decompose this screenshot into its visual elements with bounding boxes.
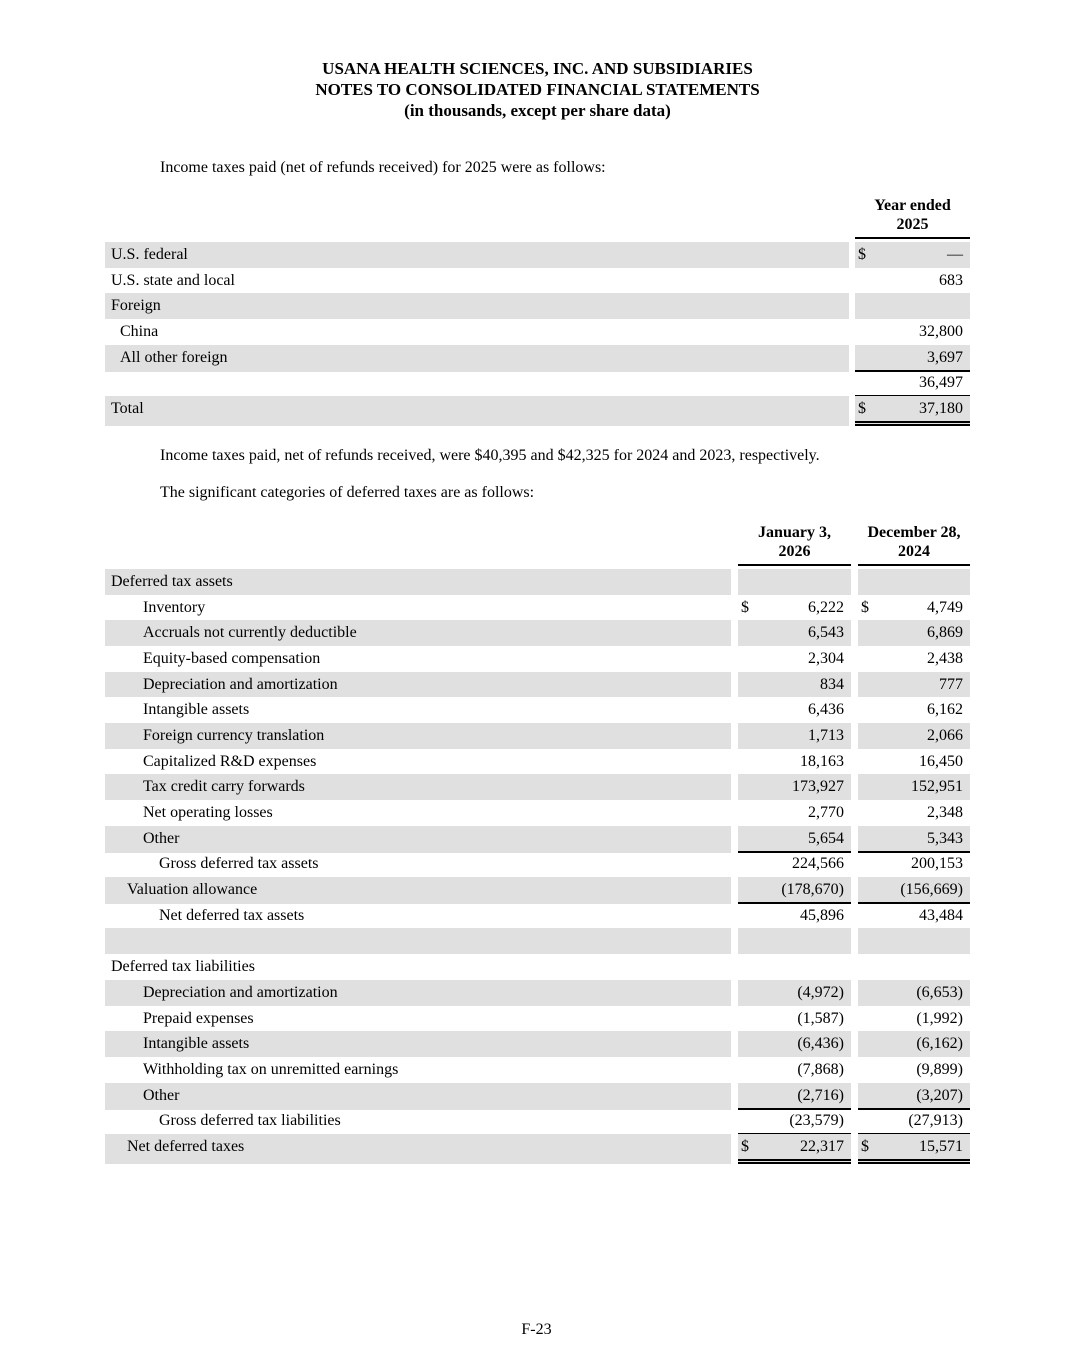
table-row <box>105 877 970 903</box>
row-amount: (178,670) <box>781 881 844 899</box>
column-header-line2: 2025 <box>896 216 929 233</box>
row-amount: 2,438 <box>927 649 963 667</box>
row-value-2026 <box>738 826 851 853</box>
row-amount: 1,713 <box>808 726 844 744</box>
row-label <box>105 928 731 954</box>
row-label: Deferred tax liabilities <box>111 958 255 976</box>
row-amount: (3,207) <box>916 1086 963 1104</box>
row-value-2025 <box>855 319 970 345</box>
row-label: Valuation allowance <box>105 877 731 904</box>
row-label: U.S. federal <box>105 242 849 268</box>
row-value-2024 <box>858 877 970 904</box>
row-amount: 173,927 <box>792 778 844 796</box>
row-label: Intangible assets <box>143 701 250 719</box>
row-value-2024 <box>858 1057 970 1083</box>
row-amount: 32,800 <box>919 323 963 341</box>
row-value-2026 <box>738 723 851 749</box>
table-row <box>105 370 970 396</box>
row-label: Tax credit carry forwards <box>105 774 731 800</box>
dollar-sign: $ <box>741 1137 749 1155</box>
row-label: Intangible assets <box>105 1031 731 1057</box>
row-value-2026 <box>738 646 851 672</box>
table-row <box>105 620 970 646</box>
deferred-taxes-table <box>105 523 970 1160</box>
row-amount: 200,153 <box>911 855 963 873</box>
header-label-spacer <box>105 196 849 239</box>
row-amount: (156,669) <box>900 881 963 899</box>
table-row <box>105 749 970 775</box>
row-value-2024 <box>858 903 970 930</box>
dollar-sign: $ <box>861 598 869 616</box>
row-label: All other foreign <box>105 345 849 372</box>
row-value-2026 <box>738 697 851 723</box>
row-value-2024 <box>858 672 970 698</box>
row-value-2024 <box>858 595 970 621</box>
document-header <box>105 58 970 121</box>
table-row <box>105 293 970 319</box>
dollar-sign: $ <box>858 400 866 418</box>
row-value-2024 <box>858 928 970 954</box>
deferred-taxes-table-header <box>105 523 970 566</box>
row-amount: (9,899) <box>916 1060 963 1078</box>
column-header-line1: Year ended <box>874 197 951 214</box>
company-title: USANA HEALTH SCIENCES, INC. AND SUBSIDIARIES <box>322 59 753 78</box>
row-value-2024 <box>858 723 970 749</box>
row-value-2026 <box>738 800 851 826</box>
row-amount: 2,770 <box>808 804 844 821</box>
row-value-2024 <box>858 774 970 800</box>
row-label: Depreciation and amortization <box>105 672 731 698</box>
row-value-2026 <box>738 620 851 646</box>
row-amount: 224,566 <box>792 855 844 873</box>
row-amount: 4,749 <box>927 598 963 616</box>
row-value-2026 <box>738 980 851 1006</box>
row-amount: 18,163 <box>800 752 844 770</box>
row-label: Withholding tax on unremitted earnings <box>143 1060 399 1078</box>
row-label: Depreciation and amortization <box>105 980 731 1006</box>
row-value-2025 <box>855 293 970 319</box>
row-value-2026 <box>738 1057 851 1083</box>
row-value-2026 <box>738 1083 851 1110</box>
table-row <box>105 646 970 672</box>
row-label: U.S. state and local <box>111 271 235 289</box>
row-amount: 2,066 <box>927 726 963 744</box>
income-taxes-table-header <box>105 196 970 239</box>
table-row <box>105 723 970 749</box>
row-value-2026 <box>738 749 851 775</box>
row-label: Accruals not currently deductible <box>105 620 731 646</box>
row-label: Net operating losses <box>143 804 273 821</box>
row-amount: (1,587) <box>797 1009 844 1027</box>
row-amount: 5,343 <box>927 829 963 847</box>
row-label: Other <box>105 826 731 853</box>
row-amount: 22,317 <box>800 1137 844 1155</box>
row-value-2024 <box>858 749 970 775</box>
row-amount: (6,653) <box>916 983 963 1001</box>
row-amount: (27,913) <box>908 1112 963 1130</box>
table-row <box>105 319 970 345</box>
row-value-2025 <box>855 396 970 426</box>
row-amount: 37,180 <box>919 400 963 418</box>
taxes-paid-paragraph: Income taxes paid, net of refunds received, were $40,395 and $42,325 for 2024 and 2023, respectively. <box>160 446 820 464</box>
column-header-december-28-2024 <box>858 523 970 566</box>
row-label: Gross deferred tax assets <box>159 855 319 873</box>
row-label: Inventory <box>143 598 206 616</box>
table-row <box>105 980 970 1006</box>
row-amount: — <box>947 246 963 263</box>
row-label: Gross deferred tax liabilities <box>159 1112 341 1130</box>
row-amount: 683 <box>939 271 963 289</box>
row-label: Prepaid expenses <box>143 1009 254 1027</box>
table-row <box>105 1083 970 1109</box>
row-value-2024 <box>858 1108 970 1135</box>
row-amount: (1,992) <box>916 1009 963 1027</box>
header-label-spacer <box>105 523 731 566</box>
row-value-2024 <box>858 697 970 723</box>
row-amount: (23,579) <box>789 1112 844 1130</box>
notes-title: NOTES TO CONSOLIDATED FINANCIAL STATEMENTS <box>315 80 760 99</box>
income-taxes-table-body <box>105 242 970 422</box>
income-taxes-paid-table <box>105 196 970 422</box>
row-amount: 6,869 <box>927 624 963 642</box>
row-value-2024 <box>858 646 970 672</box>
row-amount: 15,571 <box>919 1137 963 1155</box>
table-row <box>105 800 970 826</box>
row-label: Foreign <box>105 293 849 319</box>
table-row <box>105 569 970 595</box>
row-amount: (2,716) <box>797 1086 844 1104</box>
row-value-2024 <box>858 826 970 853</box>
table-row <box>105 1108 970 1134</box>
row-label: Capitalized R&D expenses <box>143 752 317 770</box>
row-value-2026 <box>738 1031 851 1057</box>
dollar-sign: $ <box>741 598 749 616</box>
row-value-2026 <box>738 903 851 930</box>
row-value-2026 <box>738 928 851 954</box>
row-amount: 3,697 <box>927 348 963 366</box>
row-value-2024 <box>858 851 970 877</box>
row-value-2026 <box>738 672 851 698</box>
row-value-2024 <box>858 1083 970 1110</box>
intro-paragraph: Income taxes paid (net of refunds received) for 2025 were as follows: <box>160 159 606 176</box>
row-amount: 36,497 <box>919 374 963 392</box>
dollar-sign: $ <box>858 246 866 263</box>
table-row <box>105 954 970 980</box>
table-row <box>105 1031 970 1057</box>
table-row <box>105 903 970 929</box>
row-value-2024 <box>858 980 970 1006</box>
table-row <box>105 774 970 800</box>
row-label: Deferred tax assets <box>105 569 731 595</box>
row-value-2026 <box>738 569 851 595</box>
column-header-line1: January 3, <box>758 523 831 541</box>
table-row <box>105 672 970 698</box>
row-amount: 6,543 <box>808 624 844 642</box>
row-value-2026 <box>738 774 851 800</box>
row-value-2024 <box>858 569 970 595</box>
table-row <box>105 396 970 422</box>
row-label: Net deferred taxes <box>105 1134 731 1164</box>
row-amount: 2,348 <box>927 804 963 821</box>
row-amount: 152,951 <box>911 778 963 796</box>
row-value-2024 <box>858 1031 970 1057</box>
row-value-2024 <box>858 620 970 646</box>
row-label: Total <box>105 396 849 426</box>
row-label: Equity-based compensation <box>143 649 321 667</box>
row-label: Other <box>105 1083 731 1110</box>
table-row <box>105 595 970 621</box>
row-amount: (6,162) <box>916 1035 963 1053</box>
row-value-2024 <box>858 1006 970 1032</box>
row-value-2025 <box>855 345 970 372</box>
row-value-2026 <box>738 851 851 877</box>
table-row <box>105 268 970 294</box>
table-row <box>105 1134 970 1160</box>
row-value-2026 <box>738 1006 851 1032</box>
row-amount: 16,450 <box>919 752 963 770</box>
table-row <box>105 345 970 371</box>
column-header-line1: December 28, <box>867 523 961 541</box>
row-value-2026 <box>738 877 851 904</box>
table-row <box>105 851 970 877</box>
row-amount: 6,436 <box>808 701 844 719</box>
row-value-2025 <box>855 242 970 268</box>
row-label: Foreign currency translation <box>105 723 731 749</box>
column-header-line2: 2026 <box>778 542 811 560</box>
row-amount: 2,304 <box>808 649 844 667</box>
units-note: (in thousands, except per share data) <box>404 101 671 120</box>
row-value-2026 <box>738 954 851 980</box>
row-amount: 834 <box>820 675 844 693</box>
row-amount: 43,484 <box>919 906 963 924</box>
column-header-january-3-2026 <box>738 523 851 566</box>
row-value-2026 <box>738 1108 851 1135</box>
row-label: Net deferred tax assets <box>159 906 305 924</box>
row-amount: 6,162 <box>927 701 963 719</box>
page-number: F-23 <box>521 1321 552 1338</box>
table-row <box>105 1006 970 1032</box>
table-row <box>105 826 970 852</box>
table-row <box>105 928 970 954</box>
row-amount: 6,222 <box>808 598 844 616</box>
table-row <box>105 697 970 723</box>
deferred-taxes-table-body <box>105 569 970 1160</box>
row-value-2026 <box>738 595 851 621</box>
column-header-year-ended-2025 <box>855 196 970 239</box>
row-value-2024 <box>858 1134 970 1164</box>
row-amount: 777 <box>939 675 963 693</box>
table-row <box>105 242 970 268</box>
row-label: China <box>120 323 159 341</box>
row-amount: (6,436) <box>797 1035 844 1053</box>
row-value-2025 <box>855 370 970 397</box>
row-value-2026 <box>738 1134 851 1164</box>
table-row <box>105 1057 970 1083</box>
row-label <box>105 370 849 397</box>
row-amount: (7,868) <box>797 1060 844 1078</box>
row-amount: 5,654 <box>808 829 844 847</box>
deferred-intro-paragraph: The significant categories of deferred taxes are as follows: <box>160 483 535 501</box>
row-amount: 45,896 <box>800 906 844 924</box>
row-value-2024 <box>858 954 970 980</box>
row-amount: (4,972) <box>797 983 844 1001</box>
dollar-sign: $ <box>861 1137 869 1155</box>
row-value-2025 <box>855 268 970 294</box>
row-value-2024 <box>858 800 970 826</box>
column-header-line2: 2024 <box>898 542 930 560</box>
